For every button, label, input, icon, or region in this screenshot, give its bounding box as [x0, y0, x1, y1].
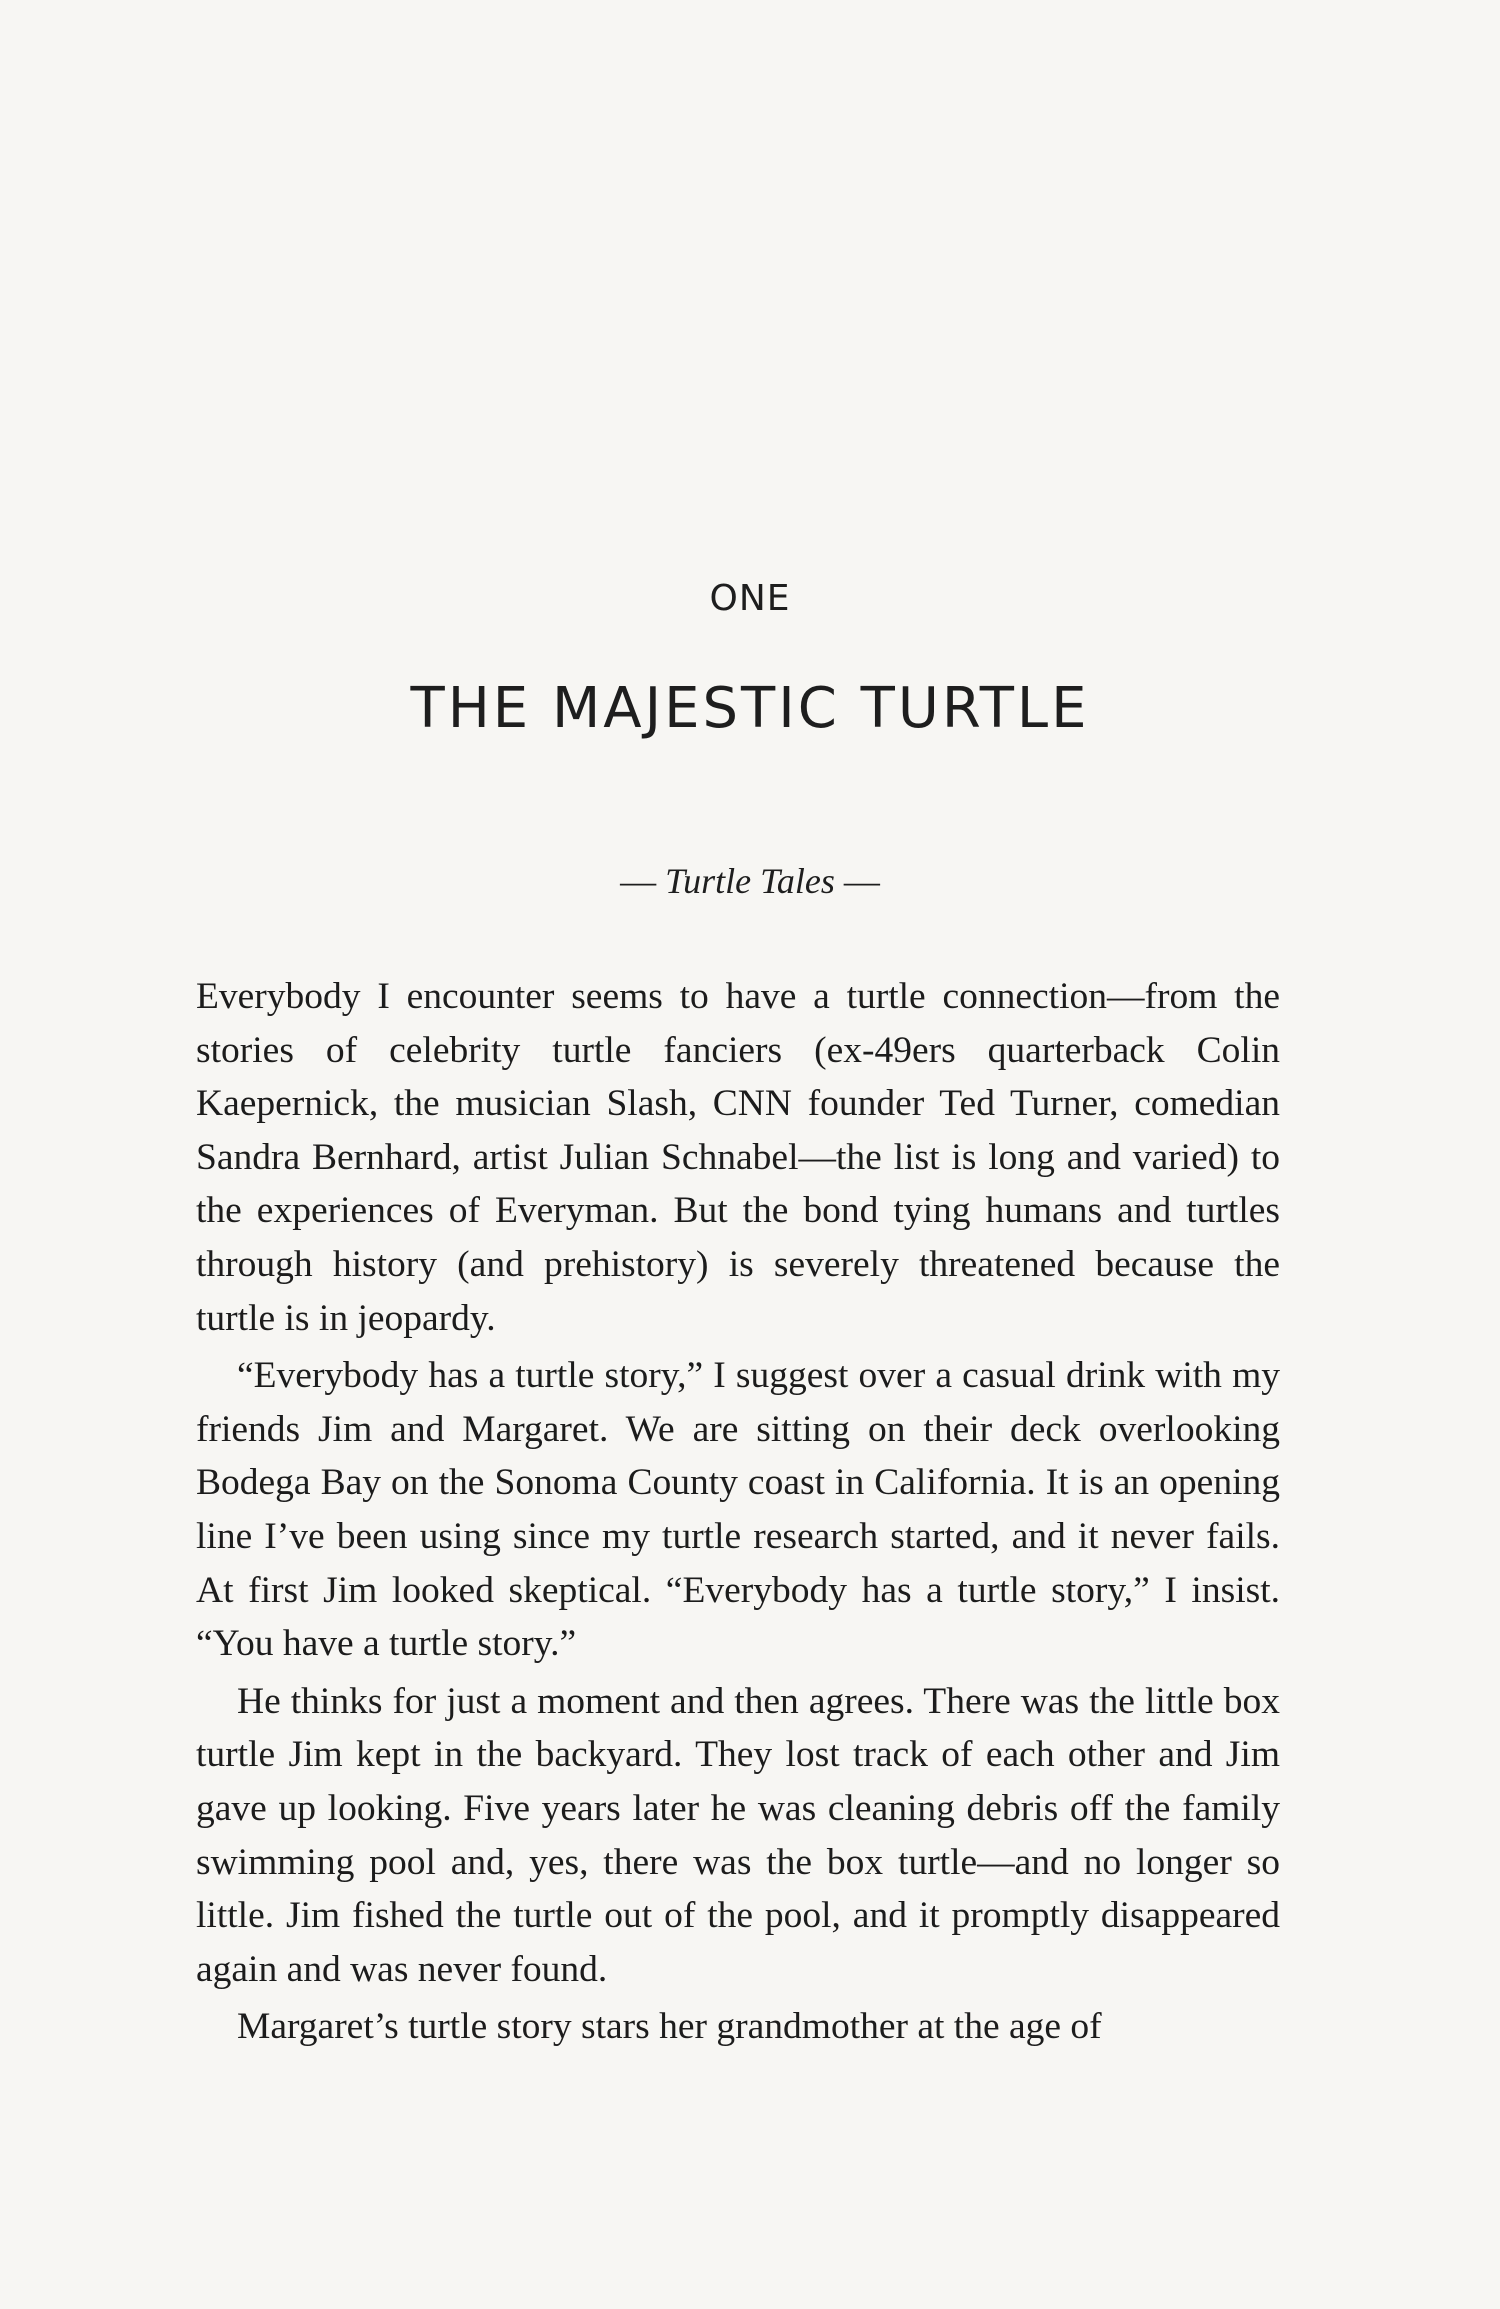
paragraph-4: Margaret’s turtle story stars her grandmother at the age of — [237, 2006, 1102, 2048]
body-text — [196, 970, 1280, 2054]
section-title: Turtle Tales — [665, 861, 835, 901]
chapter-number: ONE — [709, 578, 791, 619]
paragraph-3: He thinks for just a moment and then agrees. There was the little box turtle Jim kept in the backyard. They lost track of each other and Jim gave up looking. Five years later he was cleaning debris off the family swimming pool and, yes, there was the box turtle—and no longer so little. Jim fished the turtle out of the pool, and it promptly disappeared again and was never found. — [196, 1680, 1280, 1990]
section-heading — [0, 860, 1500, 902]
section-dash-left: — — [620, 861, 657, 901]
paragraph-2: “Everybody has a turtle story,” I suggest over a casual drink with my friends Jim and Margaret. We are sitting on their deck overlooking Bodega Bay on the Sonoma County coast in California. It is an opening line I’ve been using since my turtle research started, and it never fails. At first Jim looked skeptical. “Everybody has a turtle story,” I insist. “You have a turtle story.” — [196, 1355, 1280, 1665]
chapter-title: THE MAJESTIC TURTLE — [410, 676, 1090, 741]
paragraph-1: Everybody I encounter seems to have a turtle connection—from the stories of celebrity turtle fanciers (ex-49ers quarterback Colin Kaepernick, the musician Slash, CNN founder Ted Turner, comedian Sandra Bernhard, artist Julian Schnabel—the list is long and varied) to the experiences of Everyman. But the bond tying humans and turtles through history (and prehistory) is severely threatened because the turtle is in jeopardy. — [196, 976, 1280, 1339]
section-dash-right: — — [843, 861, 880, 901]
